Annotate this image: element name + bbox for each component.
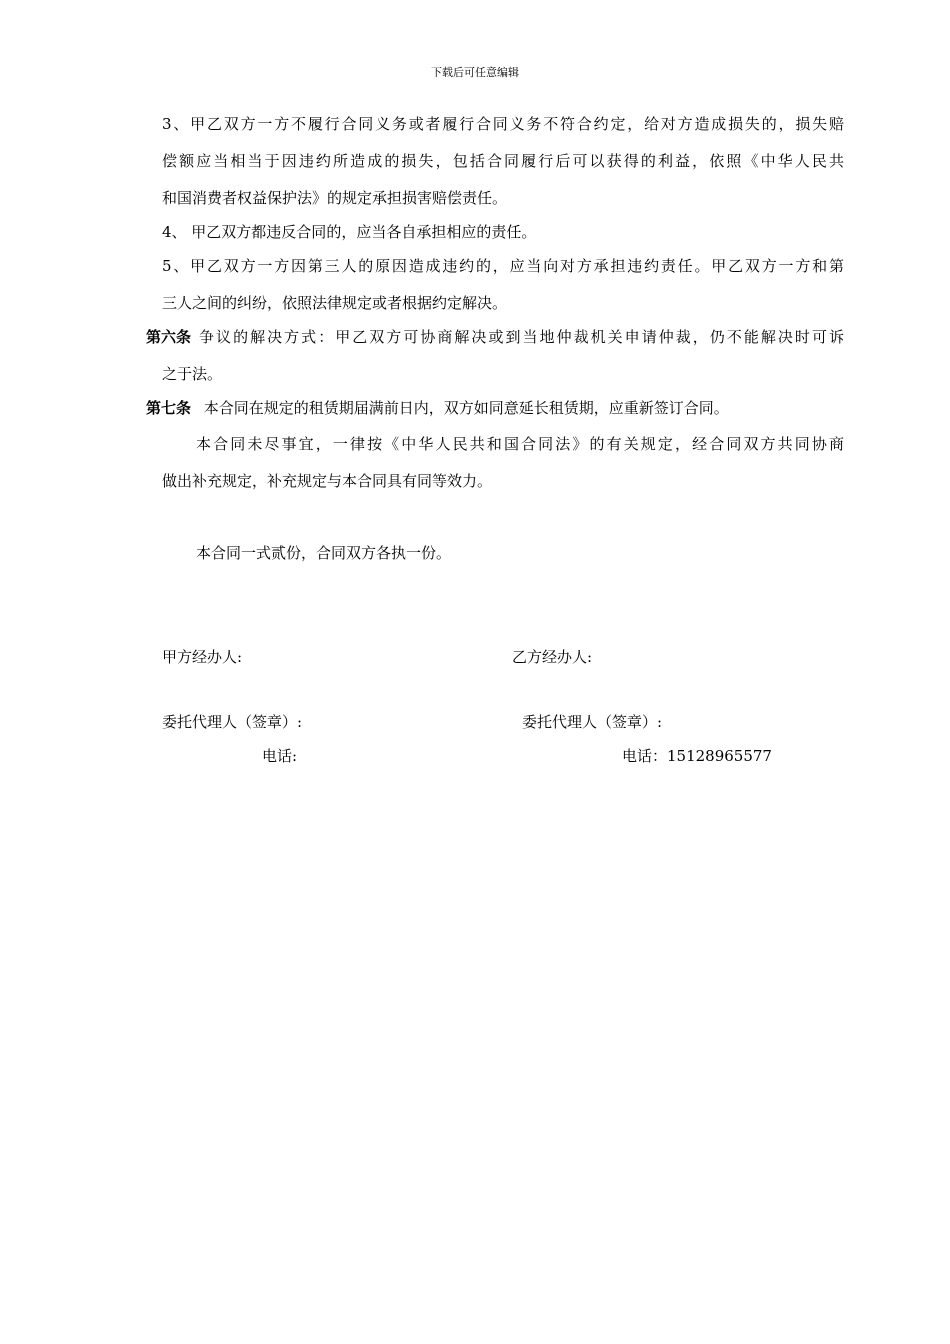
article-7-text: 本合同在规定的租赁期届满前日内，双方如同意延长租赁期，应重新签订合同。 (203, 399, 729, 417)
clause-5-line-2: 三人之间的纠纷，依照法律规定或者根据约定解决。 (162, 294, 508, 312)
article-6-line-1 (146, 326, 844, 348)
party-a-proxy-label: 委托代理人（签章）: (162, 713, 303, 731)
article-7-title: 第七条 (146, 399, 192, 417)
clause-5-line-1: 5、甲乙双方一方因第三人的原因造成违约的，应当向对方承担违约责任。甲乙双方一方和第 (162, 257, 844, 275)
party-a-phone-label: 电话: (262, 747, 298, 765)
party-b-phone-label: 电话：15128965577 (622, 747, 772, 765)
supplement-line-1: 本合同未尽事宜，一律按《中华人民共和国合同法》的有关规定，经合同双方共同协商 (196, 435, 844, 453)
article-7-line-1 (146, 397, 729, 419)
clause-3-line-2: 偿额应当相当于因违约所造成的损失，包括合同履行后可以获得的利益，依照《中华人民共 (162, 152, 844, 170)
page-header: 下载后可任意编辑 (431, 66, 519, 79)
clause-3-line-3: 和国消费者权益保护法》的规定承担损害赔偿责任。 (162, 189, 508, 207)
supplement-line-2: 做出补充规定，补充规定与本合同具有同等效力。 (162, 472, 493, 490)
party-b-proxy-label: 委托代理人（签章）: (522, 713, 663, 731)
clause-3-line-1: 3、甲乙双方一方不履行合同义务或者履行合同义务不符合约定，给对方造成损失的，损失赔 (162, 115, 844, 133)
article-6-text: 争议的解决方式：甲乙双方可协商解决或到当地仲裁机关申请仲裁，仍不能解决时可诉 (199, 328, 844, 346)
article-6-title: 第六条 (146, 328, 192, 346)
party-a-agent-label: 甲方经办人: (162, 648, 243, 666)
clause-4-line-1: 4、 甲乙双方都违反合同的，应当各自承担相应的责任。 (162, 223, 537, 241)
article-6-line-2: 之于法。 (162, 365, 223, 383)
copies-statement: 本合同一式贰份，合同双方各执一份。 (196, 544, 452, 562)
party-b-agent-label: 乙方经办人: (512, 648, 593, 666)
